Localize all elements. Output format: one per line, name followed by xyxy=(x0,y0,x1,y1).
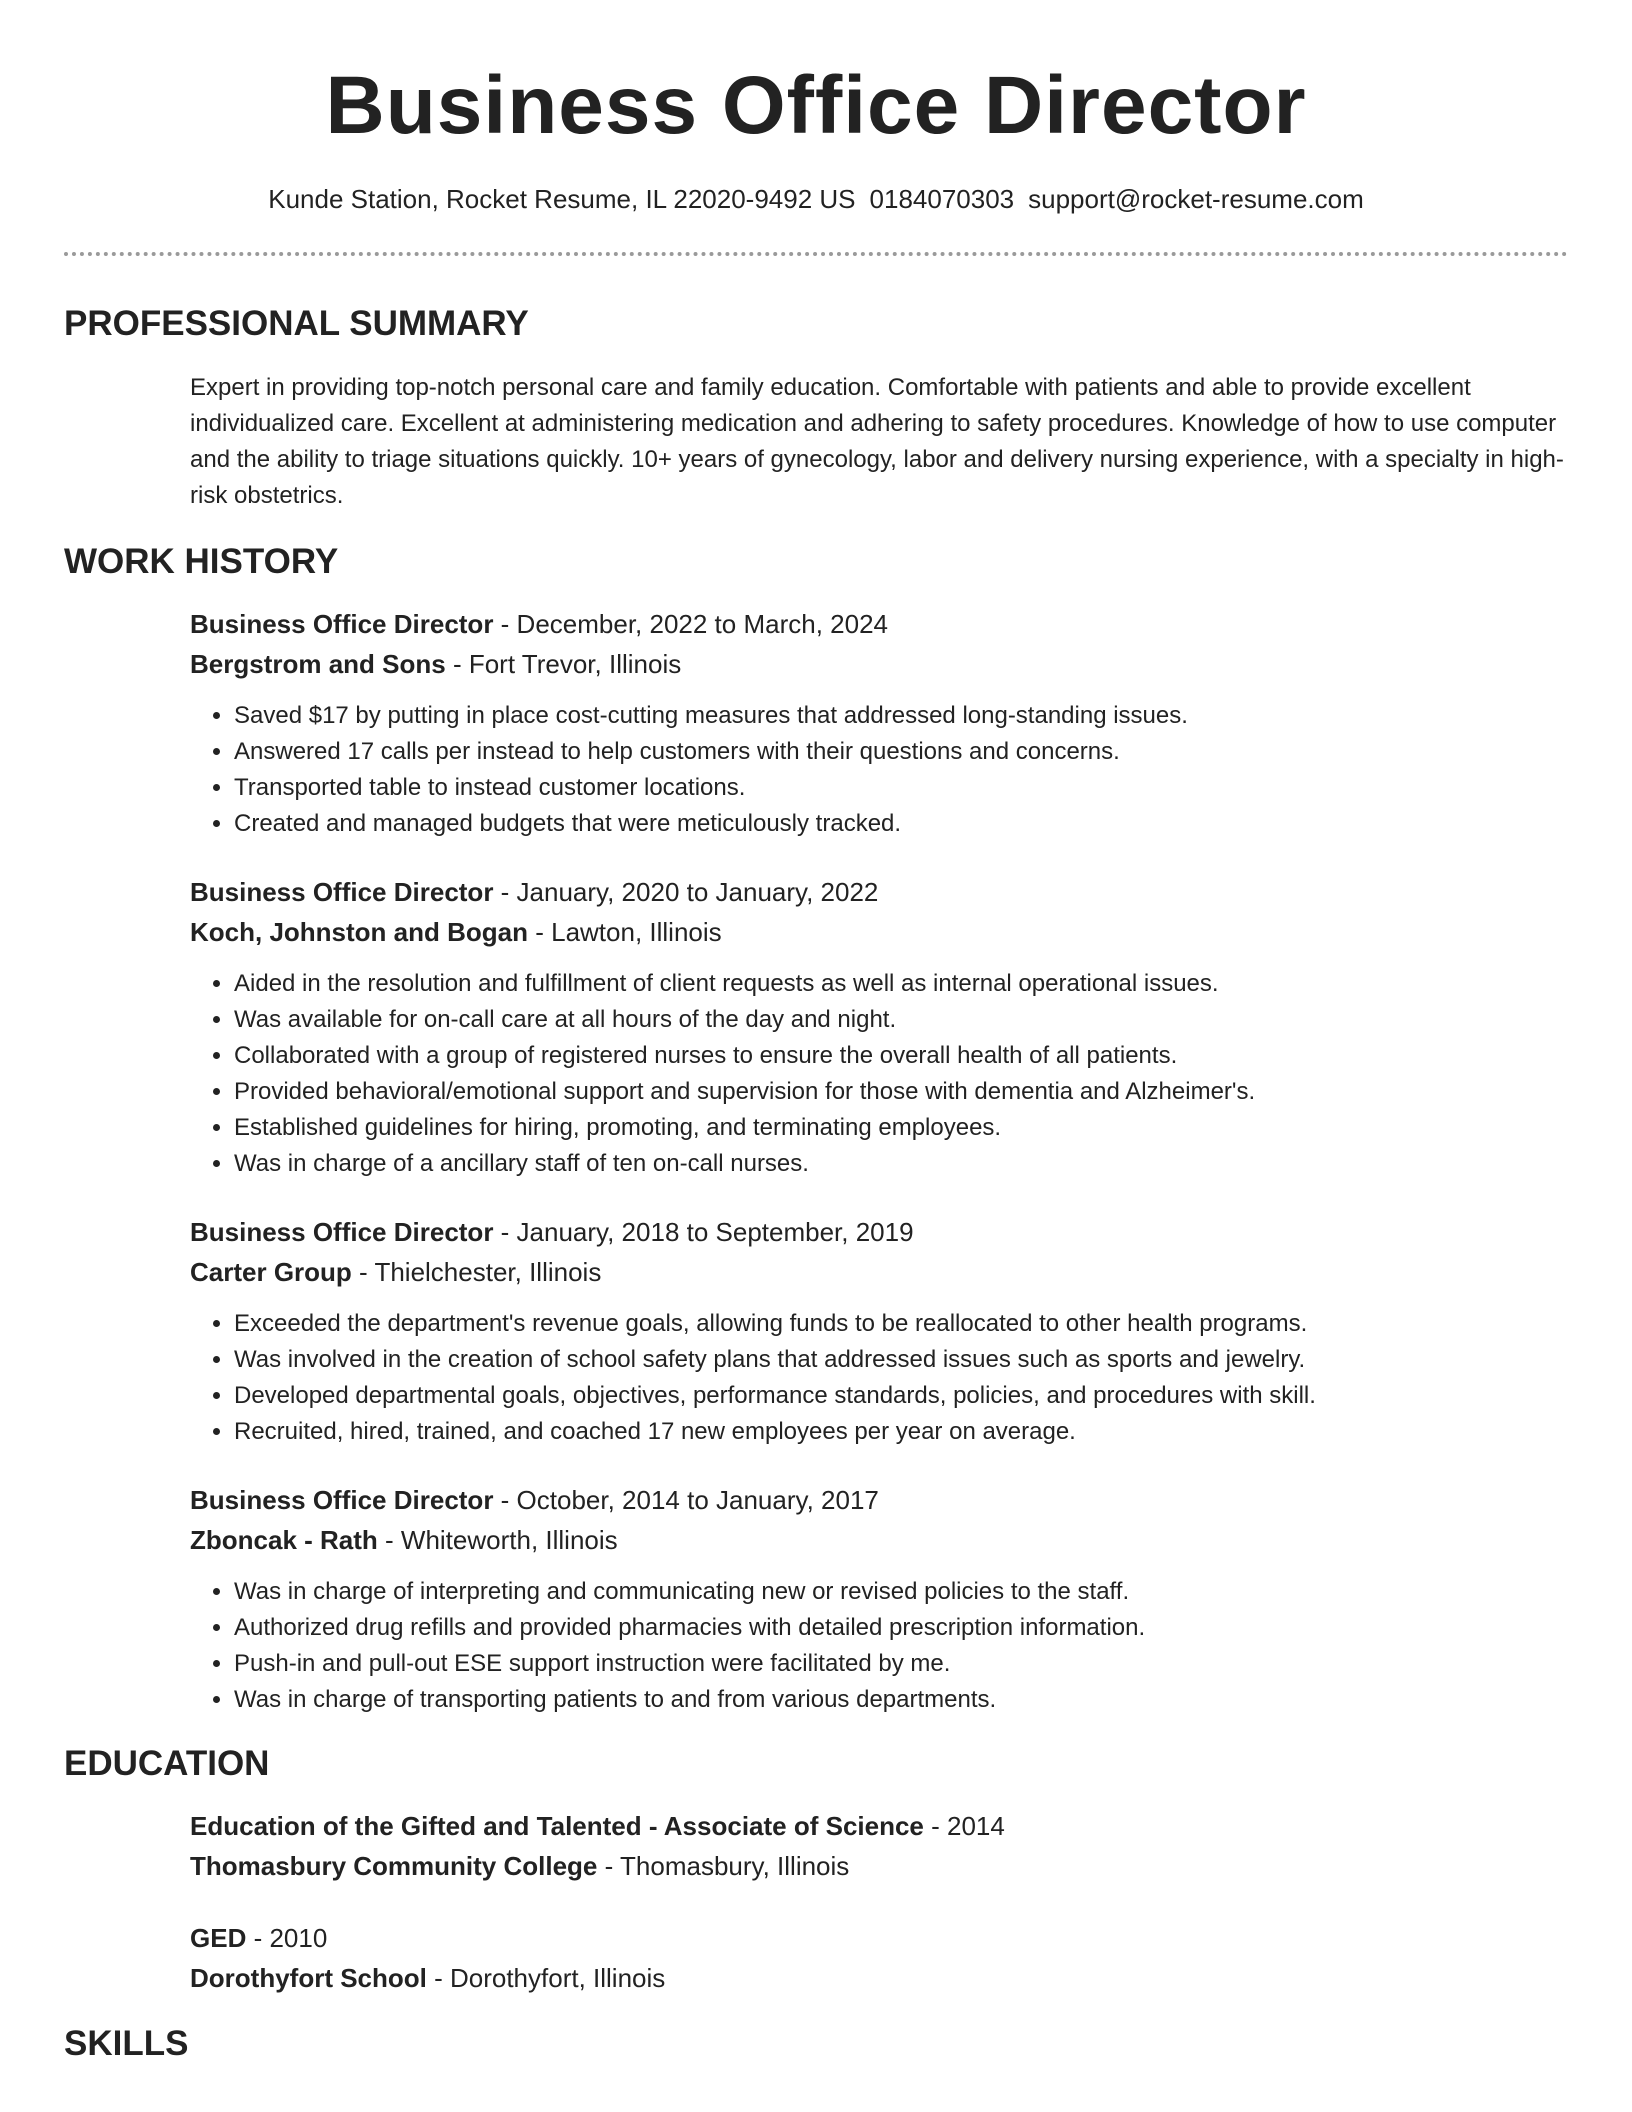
job-title-line xyxy=(190,604,1568,644)
job-dates: - December, 2022 to March, 2024 xyxy=(493,609,888,639)
job-entry xyxy=(190,872,1568,1182)
job-location: - Fort Trevor, Illinois xyxy=(445,649,682,679)
education-entry xyxy=(190,1918,1568,1998)
job-bullet: • Was available for on-call care at all hours of the day and night. xyxy=(234,1002,1568,1038)
job-company-line xyxy=(190,912,1568,952)
job-bullet: • Was involved in the creation of school safety plans that addressed issues such as sports and jewelry. xyxy=(234,1342,1568,1378)
education-year: - 2014 xyxy=(923,1811,1005,1841)
section-title-work-history: WORK HISTORY xyxy=(64,542,339,581)
job-bullet: • Collaborated with a group of registered nurses to ensure the overall health of all patients. xyxy=(234,1038,1568,1074)
job-bullet: • Was in charge of a ancillary staff of ten on-call nurses. xyxy=(234,1146,1568,1182)
section-title-education: EDUCATION xyxy=(64,1744,270,1783)
education-school-line xyxy=(190,1958,1568,1998)
contact-email: support@rocket-resume.com xyxy=(1028,184,1364,214)
job-company-line xyxy=(190,1252,1568,1292)
job-company: Zboncak - Rath xyxy=(190,1525,378,1555)
job-bullet: • Established guidelines for hiring, promoting, and terminating employees. xyxy=(234,1110,1568,1146)
education-location: - Thomasbury, Illinois xyxy=(597,1851,850,1881)
job-bullet: • Push-in and pull-out ESE support instruction were facilitated by me. xyxy=(234,1646,1568,1682)
job-company: Koch, Johnston and Bogan xyxy=(190,917,528,947)
education-entry xyxy=(190,1806,1568,1886)
job-location: - Thielchester, Illinois xyxy=(351,1257,602,1287)
education-school: Dorothyfort School xyxy=(190,1963,427,1993)
job-bullet: • Was in charge of interpreting and communicating new or revised policies to the staff. xyxy=(234,1574,1568,1610)
summary-text: Expert in providing top-notch personal care and family education. Comfortable with patients and able to provide excellent individualized care. Excellent at administering medication and adhering to safety procedures. Knowledge of how to use computer and the ability to triage situations quickly. 10+ years of gynecology, labor and delivery nursing experience, with a specialty in high-risk obstetrics. xyxy=(190,374,1564,509)
job-location: - Whiteworth, Illinois xyxy=(377,1525,618,1555)
job-title-line xyxy=(190,872,1568,912)
contact-line xyxy=(64,182,1568,216)
job-location: - Lawton, Illinois xyxy=(528,917,722,947)
resume-name: Business Office Director xyxy=(325,60,1307,151)
section-title-summary: PROFESSIONAL SUMMARY xyxy=(64,304,529,343)
education-location: - Dorothyfort, Illinois xyxy=(426,1963,666,1993)
education-degree: GED xyxy=(190,1923,247,1953)
job-company: Bergstrom and Sons xyxy=(190,649,446,679)
job-bullet: • Recruited, hired, trained, and coached 17 new employees per year on average. xyxy=(234,1414,1568,1450)
contact-phone: 0184070303 xyxy=(869,184,1015,214)
job-entry xyxy=(190,604,1568,842)
job-bullet: • Transported table to instead customer locations. xyxy=(234,770,1568,806)
job-bullets xyxy=(190,966,1568,1182)
education-year: - 2010 xyxy=(246,1923,328,1953)
job-bullet: • Saved $17 by putting in place cost-cutting measures that addressed long-standing issues. xyxy=(234,698,1568,734)
section-title-skills: SKILLS xyxy=(64,2024,189,2063)
job-role: Business Office Director xyxy=(190,1217,494,1247)
job-title-line xyxy=(190,1212,1568,1252)
education-school: Thomasbury Community College xyxy=(190,1851,598,1881)
job-bullet: • Exceeded the department's revenue goals, allowing funds to be reallocated to other health programs. xyxy=(234,1306,1568,1342)
job-title-line xyxy=(190,1480,1568,1520)
job-bullet: • Was in charge of transporting patients to and from various departments. xyxy=(234,1682,1568,1718)
job-role: Business Office Director xyxy=(190,1485,494,1515)
job-bullet: • Provided behavioral/emotional support and supervision for those with dementia and Alzheimer's. xyxy=(234,1074,1568,1110)
education-school-line xyxy=(190,1846,1568,1886)
header-divider xyxy=(64,252,1568,256)
education-degree-line xyxy=(190,1918,1568,1958)
job-bullet: • Created and managed budgets that were meticulously tracked. xyxy=(234,806,1568,842)
job-role: Business Office Director xyxy=(190,609,494,639)
education-degree: Education of the Gifted and Talented - Associate of Science xyxy=(190,1811,924,1841)
job-entry xyxy=(190,1480,1568,1718)
contact-address: Kunde Station, Rocket Resume, IL 22020-9492 US xyxy=(268,184,856,214)
job-bullets xyxy=(190,1574,1568,1718)
job-dates: - January, 2020 to January, 2022 xyxy=(493,877,879,907)
job-entry xyxy=(190,1212,1568,1450)
job-company-line xyxy=(190,644,1568,684)
job-bullet: • Aided in the resolution and fulfillment of client requests as well as internal operational issues. xyxy=(234,966,1568,1002)
job-bullet: • Developed departmental goals, objectives, performance standards, policies, and procedures with skill. xyxy=(234,1378,1568,1414)
job-company: Carter Group xyxy=(190,1257,352,1287)
job-bullet: • Authorized drug refills and provided pharmacies with detailed prescription information. xyxy=(234,1610,1568,1646)
education-degree-line xyxy=(190,1806,1568,1846)
job-bullets xyxy=(190,698,1568,842)
job-dates: - October, 2014 to January, 2017 xyxy=(493,1485,879,1515)
job-company-line xyxy=(190,1520,1568,1560)
job-role: Business Office Director xyxy=(190,877,494,907)
job-dates: - January, 2018 to September, 2019 xyxy=(493,1217,914,1247)
job-bullets xyxy=(190,1306,1568,1450)
job-bullet: • Answered 17 calls per instead to help customers with their questions and concerns. xyxy=(234,734,1568,770)
